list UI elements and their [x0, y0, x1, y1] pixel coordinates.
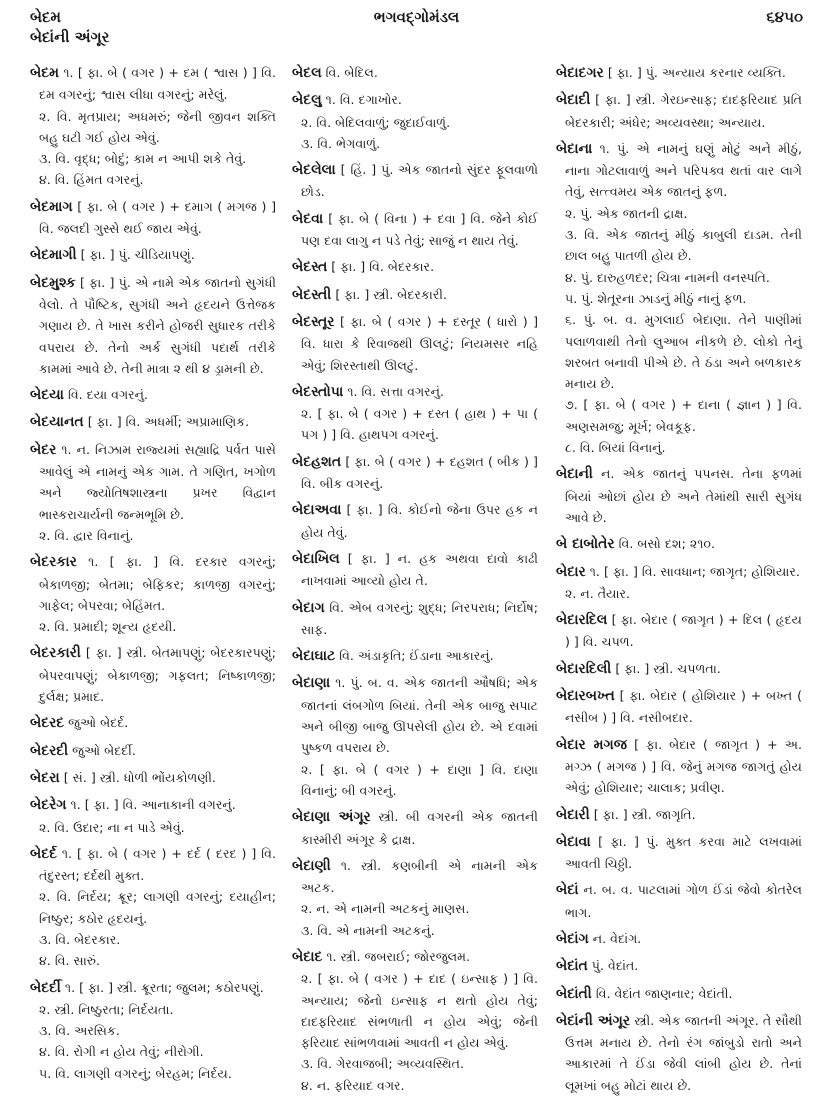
- dictionary-entry: [556, 1010, 802, 1096]
- dictionary-entry: [292, 284, 538, 306]
- headword: બેદલ: [292, 65, 322, 81]
- definition: ૧. પું. બ. વ. એક જાતની ઔષધિ; એક જાતનાં લંબગોળ બિયાં. તેની એક બાજુ સપાટ અને બીજી બાજુ ઊપસેલી હોય છે. એ દવામાં પુષ્કળ વપરાય છે.: [301, 675, 538, 756]
- definition: વિ. અંડાકૃતિ; ઈંડાના આકારનું.: [339, 648, 494, 664]
- sub-sense: ૨. ન. તૈયાર.: [565, 585, 631, 601]
- page-header: [30, 8, 803, 54]
- definition: વિ. વેદાંત જાણનાર; વેદાંતી.: [595, 985, 733, 1001]
- dictionary-entry: [556, 983, 802, 1005]
- dictionary-entry: [556, 533, 802, 555]
- headword: બેદર્દી: [30, 979, 61, 996]
- definition: ન. વેદાંગ.: [592, 930, 642, 946]
- sub-sense: ૩. વિ. ગેરવાજબી; અવ્યવસ્થિત.: [301, 1056, 464, 1072]
- dictionary-entry: [292, 855, 538, 941]
- definition: [ ફા. ] વિ. અધર્મી; અપ્રામાણિક.: [87, 414, 250, 430]
- headword: બેદાંની અંગૂર: [556, 1012, 631, 1029]
- headword: બેદરકાર: [30, 554, 77, 571]
- headword: બેદસ્તૂર: [292, 313, 335, 330]
- dictionary-entry: [556, 89, 802, 133]
- headword: બેદાગ: [292, 599, 325, 616]
- dictionary-entry: [292, 548, 538, 592]
- sub-sense: ૨. સ્ત્રી. નિષ્ઠુરતા; નિર્દયતા.: [39, 1001, 174, 1017]
- definition: ૧. [ ફા. ] વિ. દરકાર વગરનું; બેકાળજી; બેતમા; બેફિકર; કાળજી વગરનું; ગાફેલ; બેપરવા; બેહિંમત.: [39, 554, 276, 613]
- definition: [ ફા. ] પું. ચીડિયાપણું.: [80, 247, 195, 263]
- headword: બેદરદી: [30, 742, 69, 759]
- sub-sense: ૨. [ ફા. બે ( વગર ) + દસ્ત ( હાથ ) + પા ( પગ ) ] વિ. હાથપગ વગરનું.: [301, 406, 538, 443]
- definition: [ ફા. ] સ્ત્રી. ચપળતા.: [615, 660, 721, 676]
- dictionary-entry: [30, 272, 276, 379]
- dictionary-entry: [30, 244, 276, 266]
- definition: [ ફા. ] પું. અન્યાય કરનાર વ્યક્તિ.: [607, 65, 786, 80]
- dictionary-entry: [556, 609, 802, 653]
- dictionary-entry: [292, 311, 538, 376]
- definition: [ ફા. બેદાર ( હોશિયાર ) + બખ્ત ( નસીબ ) ] વિ. નસીબદાર.: [565, 688, 802, 726]
- dictionary-entry: [292, 645, 538, 667]
- dictionary-entry: [556, 831, 802, 875]
- headword: બેદાદગર: [556, 65, 604, 81]
- dictionary-entry: [30, 767, 276, 789]
- headword: બેદાણા: [292, 675, 331, 692]
- definition: પું. વેદાંત.: [591, 958, 639, 974]
- dictionary-entry: [292, 208, 538, 252]
- dictionary-entry: [30, 384, 276, 406]
- dictionary-entry: [556, 463, 802, 528]
- sub-sense: ૨. વિ. દ્વાર વિનાનું.: [39, 527, 134, 543]
- definition: ૧. વિ. સત્તા વગરનું.: [347, 383, 445, 399]
- headword: બેદલેલા: [292, 162, 336, 179]
- column-3: [556, 62, 802, 1101]
- definition: ૧. [ ફા. બે ( વગર ) + દર્દ ( દરદ ) ] વિ. તંદુરસ્ત; દર્દથી મુક્ત.: [39, 845, 276, 884]
- dictionary-entry: [292, 62, 538, 84]
- sub-sense: ૩. વિ. એક જાતનું મીઠું કાબુલી દાડમ. તેની છાલ બહુ પાતળી હોય છે.: [565, 227, 802, 264]
- headword: બેદસ્ત: [292, 259, 328, 276]
- definition: ૧. ન. નિઝામ રાજ્યમાં સહ્યાદ્રિ પર્વત પાસે આવેલું એ નામનું એક ગામ. તે ગણિત, ખગોળ અને જ્યોતિષશાસ્ત્રના પ્રખર વિદ્વાન ભાસ્કરાચાર્યની જન્મભૂમિ છે.: [39, 441, 276, 522]
- dictionary-entry: [292, 499, 538, 543]
- definition: [ ફા. ] સ્ત્રી. બેદરકારી.: [335, 286, 447, 302]
- headword: બેદાણી: [292, 857, 331, 874]
- sub-sense: ૪. પું. દારુહળદર; ચિત્રા નામની વનસ્પતિ.: [565, 269, 770, 285]
- dictionary-entry: [556, 62, 802, 84]
- definition: [ ફા. બેદાર ( જાગૃત ) + દિલ ( હૃદય ) ] વિ. ચપળ.: [565, 612, 803, 650]
- headword: બેદસ્તોપા: [292, 383, 344, 400]
- definition: [ ફા. બે ( વગર ) + દસ્તૂર ( ધારો ) ] વિ. ધારા કે રિવાજથી ઊલટું; નિયમસર નહિ એવું; શિરસ્તાથી ઊલટું.: [301, 313, 538, 373]
- sub-sense: ૨. વિ. પ્રમાદી; શૂન્ય હૃદયી.: [39, 619, 177, 635]
- definition: ૧. પું. એ નામનું ઘણું મોટું અને મીઠું, નાના ગોટલાવાળું અને પરિપક્વ થતાં વાર લાગે તેવું, સત્ત્વમય એક જાતનું ફળ.: [565, 140, 802, 200]
- dictionary-entry: [556, 138, 802, 458]
- headword: બેદાઘાટ: [292, 648, 336, 665]
- definition: વિ. બેદિલ.: [325, 65, 378, 80]
- definition: વિ. દયા વગરનું.: [67, 387, 149, 403]
- dictionary-entry: [30, 642, 276, 707]
- dictionary-entry: [556, 928, 802, 950]
- sub-sense: ૩. વિ. એ નામની અટકનું.: [301, 922, 435, 938]
- sub-sense: ૨. [ ફા. બે ( વગર ) + દાણા ] વિ. દાણા વિનાનું; બી વગરનું.: [301, 761, 538, 798]
- sub-sense: ૨. વિ. ઉદાર; ના ન પાડે એવું.: [39, 819, 185, 835]
- headword: બેદવા: [292, 210, 324, 227]
- dictionary-entry: [292, 381, 538, 446]
- headword: બેદાવા: [556, 833, 591, 850]
- dictionary-entry: [292, 159, 538, 203]
- dictionary-entry: [292, 89, 538, 154]
- headword: બેદારી: [556, 806, 590, 823]
- dictionary-entry: [30, 740, 276, 762]
- definition: ન. એક જાતનું પપનસ. તેના ફળમાં બિયાં ઓછાં હોય છે અને તેમાંથી સારી સુગંધ આવે છે.: [565, 466, 802, 525]
- sub-sense: ૨. [ ફા. બે ( વગર ) + દાદ ( ઇન્સાફ ) ] વિ. અન્યાય; જેનો ઇન્સાફ ન થતો હોય તેવું; દાદફરિયાદ સંભળાતી ન હોય એવું; જેની ફરિયાદ સાંભળવામાં આવતી ન હોય એવું.: [301, 971, 538, 1051]
- definition: વિ. એબ વગરનું; શુદ્ધ; નિરપરાધ; નિર્દોષ; સાફ.: [301, 599, 539, 637]
- headword: બેદમુશ્ક: [30, 274, 76, 291]
- dictionary-entry: [556, 804, 802, 826]
- dictionary-entry: [292, 806, 538, 850]
- definition: સ્ત્રી. બી વગરની એક જાતની કાસ્મીરી અંગૂર કે દ્રાક્ષ.: [301, 809, 538, 847]
- headword: બેદયાનત: [30, 414, 84, 431]
- definition: ૧. [ ફા. ] સ્ત્રી. ક્રૂરતા; જુલમ; કઠોરપણું.: [64, 979, 264, 995]
- dictionary-entry: [30, 62, 276, 191]
- headword: બેદરા: [30, 769, 60, 786]
- headword: બેદાદી: [556, 92, 591, 109]
- last-guideword: બેદાંની અંગૂર: [30, 28, 110, 46]
- dictionary-entry: [30, 843, 276, 972]
- column-1: [30, 62, 276, 1089]
- sub-sense: ૩. વિ. અરસિક.: [39, 1023, 120, 1039]
- definition: [ ફા. બે ( વગર ) + દહશત ( બીક ) ] વિ. બીક વગરનું.: [301, 453, 538, 492]
- headword: બેદાંત: [556, 958, 588, 975]
- dictionary-entry: [30, 794, 276, 838]
- dictionary-entry: [292, 451, 538, 495]
- sub-sense: ૨. ન. એ નામની અટકનું માણસ.: [301, 901, 470, 917]
- definition: સ્ત્રી. એક જાતની અંગૂર. તે સૌથી ઉત્તમ મનાય છે. તેનો રંગ જાંબુડો રાતો અને આકારમાં તે ઈંડા જેવી લાંબી હોય છે. તેનાં લૂમખાં બહુ મોટાં થાય છે.: [565, 1012, 802, 1093]
- dictionary-entry: [292, 597, 538, 641]
- definition: વિ. બસો દશ; ૨૧૦.: [618, 536, 715, 552]
- dictionary-entry: [556, 955, 802, 977]
- headword: બેદાના: [556, 140, 593, 157]
- dictionary-entry: [30, 712, 276, 734]
- definition: ૧. [ ફા. ] વિ. સાવધાન; જાગૃત; હોશિયાર.: [589, 563, 800, 579]
- sub-sense: ૨. વિ. નિર્દય; ક્રૂર; લાગણી વગરનું; દયાહીન; નિષ્ઠુર; કઠોર હૃદયનું.: [39, 889, 276, 926]
- definition: [ હિં. ] પું. એક જાતનો સુંદર ફૂલવાળો છોડ.: [301, 162, 538, 200]
- definition: જુઓ બેદર્દી.: [72, 742, 136, 758]
- sub-sense: ૫. પું. શેતૂરના ઝાડનું મીઠું નાનું ફળ.: [565, 290, 747, 306]
- sub-sense: ૬. પું. બ. વ. મુગલાઈ બેદાણા. તેને પાણીમાં પલાળવાથી તેનો લુઆબ નીકળે છે. લોકો તેનું શરબત બનાવી પીએ છે. તે ઠંડા અને બળકારક મનાય છે.: [565, 312, 802, 392]
- dictionary-entry: [30, 977, 276, 1084]
- headword: બેદાઅવા: [292, 502, 342, 519]
- page-number: ૬૪૫૦: [766, 8, 803, 26]
- headword: બેદાદ: [292, 948, 323, 965]
- headword: બેદર્દ: [30, 845, 57, 862]
- definition: ૧. [ ફા. ] વિ. આનાકાની વગરનું.: [70, 797, 236, 813]
- definition: [ ફા. ] વિ. કોઈનો જેના ઉપર હક ન હોય તેવું.: [301, 502, 538, 540]
- definition: [ સં. ] સ્ત્રી. ધોળી ભોંયકોળણી.: [63, 769, 216, 785]
- definition: ૧. [ ફા. બે ( વગર ) + દમ ( શ્વાસ ) ] વિ. દમ વગરનું; શ્વાસ લીધા વગરનું; મરેલું.: [39, 65, 276, 103]
- sub-sense: ૨. પું. એક જાતની દ્રાક્ષ.: [565, 205, 688, 221]
- headword: બેદાં: [556, 882, 579, 899]
- headword: બે દાબોતેર: [556, 536, 615, 553]
- sub-sense: ૩. વિ. વૃદ્ધ; બોદું; કામ ન આપી શકે તેવું.: [39, 151, 247, 167]
- definition: ૧. સ્ત્રી. કણબીની એ નામની એક અટક.: [301, 857, 538, 896]
- headword: બેદાની: [556, 466, 593, 483]
- definition: [ ફા. ] ન. હક અથવા દાવો કાઢી નાખવામાં આવ્યો હોય તે.: [301, 550, 538, 589]
- definition: [ ફા. ] પું. મુક્ત કરવા માટે લખવામાં આવતી ચિઠ્ઠી.: [565, 833, 802, 872]
- definition: [ ફા. ] વિ. બેદરકાર.: [331, 259, 435, 275]
- headword: બેદાર: [556, 563, 586, 580]
- headword: બેદયા: [30, 387, 64, 404]
- headword: બેદહશત: [292, 453, 342, 470]
- headword: બેદમ: [30, 65, 59, 81]
- headword: બેદાખિલ: [292, 550, 340, 567]
- sub-sense: ૩. વિ. ભેગવાળું.: [301, 135, 381, 151]
- definition: ન. બ. વ. પાટલામાં ગોળ ઈંડાં જેવો કોતરેલ ભાગ.: [565, 882, 802, 920]
- dictionary-entry: [556, 561, 802, 605]
- sub-sense: ૪. વિ. સારું.: [39, 953, 101, 969]
- dictionary-entry: [292, 256, 538, 278]
- headword: બેદસ્તી: [292, 286, 332, 303]
- headword: બેદમાગી: [30, 247, 77, 264]
- headword: બેદારબખ્ત: [556, 688, 615, 705]
- sub-sense: ૪. વિ. હિંમત વગરનું.: [39, 172, 144, 188]
- dictionary-entry: [30, 439, 276, 546]
- sub-sense: ૪. વિ. રોગી ન હોય તેવું; નીરોગી.: [39, 1044, 204, 1060]
- headword: બેદારદિલી: [556, 660, 612, 677]
- headword: બેદરકારી: [30, 645, 81, 662]
- sub-sense: ૪. ન. ફરિયાદ વગર.: [301, 1077, 405, 1093]
- headword: બેદર: [30, 441, 57, 458]
- headword: બેદરદ: [30, 715, 65, 732]
- sub-sense: ૩. વિ. બેદરકાર.: [39, 931, 121, 947]
- column-2: [292, 62, 538, 1101]
- headword: બેદાંગ: [556, 930, 589, 947]
- definition: ૧. સ્ત્રી. જબરાઈ; જોરજુલમ.: [326, 948, 471, 964]
- headword: બેદમાગ: [30, 198, 73, 215]
- definition: [ ફા. બે ( વિના ) + દવા ] વિ. જેને કોઈ પણ દવા લાગુ ન પડે તેવું; સાજું ન થાય તેવું.: [301, 210, 538, 249]
- definition: [ ફા. બે ( વગર ) + દમાગ ( મગજ ) ] વિ. જલદી ગુસ્સે થઈ જાય એવું.: [39, 198, 276, 237]
- definition: [ ફા. બેદાર ( જાગૃત ) + અ. મગ્ઝ ( મગજ ) ] વિ. જેનું મગજ જાગતું હોય એવું; હોશિયાર; ચાલાક; પ્રવીણ.: [565, 736, 802, 796]
- dictionary-entry: [30, 411, 276, 433]
- dictionary-entry: [556, 658, 802, 680]
- definition: [ ફા. ] પું. એ નામે એક જાતનો સુગંધી વેલો. તે પૌષ્ટિક, સુગંધી અને હૃદયને ઉત્તેજક ગણાય છે. તે ખાસ કરીને હોજરી સુધારક તરીકે વપરાય છે. તેનો અર્ક સુગંધી પદાર્થ તરીકે કામમાં આવે છે. તેની માત્રા ૨ થી ૪ ડ્રામની છે.: [39, 274, 276, 376]
- definition: જુઓ બેદર્દ.: [68, 715, 129, 731]
- sub-sense: ૨. વિ. મૃતપ્રાય; અધમરું; જેની જીવન શક્તિ બહુ ઘટી ગઈ હોય એવું.: [39, 108, 276, 145]
- definition: ૧. વિ. દગાખોર.: [325, 92, 402, 108]
- running-title: ભગવદ્ગોમંડલ: [373, 8, 460, 26]
- sub-sense: ૮. વિ. બિયાં વિનાનું.: [565, 440, 666, 456]
- headword: બેદલુ: [292, 92, 322, 109]
- definition: [ ફા. ] સ્ત્રી. જાગૃતિ.: [593, 806, 696, 822]
- headword: બેદરેગ: [30, 797, 67, 814]
- dictionary-entry: [556, 685, 802, 729]
- dictionary-entry: [556, 734, 802, 799]
- dictionary-entry: [30, 551, 276, 637]
- definition: [ ફા. ] સ્ત્રી. બેતમાપણું; બેદરકારપણું; બેપરવાપણું; બેકાળજી; ગફલત; નિષ્કાળજી; દુર્લક્ષ; પ્રમાદ.: [39, 645, 276, 705]
- sub-sense: ૫. વિ. લાગણી વગરનું; બેરહમ; નિર્દય.: [39, 1065, 232, 1081]
- dictionary-entry: [292, 672, 538, 801]
- dictionary-entry: [292, 946, 538, 1096]
- headword: બેદાર મગજ: [556, 736, 628, 753]
- headword: બેદાંતી: [556, 985, 592, 1002]
- dictionary-entry: [30, 196, 276, 240]
- headword: બેદાણા અંગૂર: [292, 809, 371, 826]
- sub-sense: ૨. વિ. બેદિલવાળું; જુદાઈવાળું.: [301, 114, 451, 130]
- first-guideword: બેદમ: [30, 8, 62, 26]
- sub-sense: ૭. [ ફા. બે ( વગર ) + દાના ( જ્ઞાન ) ] વિ. અણસમજુ; મૂર્ખ; બેવકૂફ.: [565, 397, 802, 434]
- headword: બેદારદિલ: [556, 612, 608, 629]
- dictionary-entry: [556, 879, 802, 923]
- definition: [ ફા. ] સ્ત્રી. ગેરઇન્સાફ; દાદફરિયાદ પ્રતિ બેદરકારી; અંધેર; અવ્યવસ્થા; અન્યાય.: [565, 92, 802, 130]
